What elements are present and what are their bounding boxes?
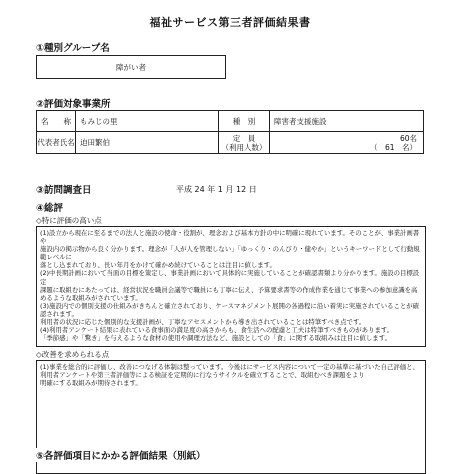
capacity-label-cell [218, 131, 270, 154]
good-point-line: 落とし込まれており、長い年月をかけて確かめ続けていることは注目に値します。 [40, 261, 276, 270]
improve-point-line: (1)事業を総合的に評価し、改善につなげる体制は整っています。今後はにサービス内容について一定の基準に基づいた自己評価と、利用者アンケートや第三者評価等による検証を定期的に行なうサイクルを確立することで、取組むべき課題をより [40, 363, 419, 380]
section-5-heading: ⑤各評価項目にかかる評価結果（別紙） [36, 448, 210, 462]
good-point-line: (3)施設内での個別支援の仕組みがきちんと確立されており、ケースマネジメント展開の各過程に沿い着実に実施されていることが確認されます。 [40, 301, 420, 318]
visit-date: 平成 24 年 1 月 12 日 [176, 185, 257, 194]
section-4-heading: ④総評 [36, 203, 64, 214]
improve-point-line: 明確にする取組みが期待されます。 [40, 379, 142, 388]
type-label: 種 別 [218, 110, 270, 132]
section-3-heading: ③訪問調査日 [36, 185, 92, 196]
section-1-heading: ①種別グループ名 [36, 43, 110, 54]
good-point-line: 利用者の状況に応じた個別的な支援計画が、丁寧なアセスメントから導き出されていることは特筆すべき点です。 [40, 318, 366, 327]
good-point-line: 「季節感」や「驚き」を与えるような食材の使用や調理方法など、施設としての「食」に関する取組みは注目に値します。 [40, 334, 391, 343]
representative-value: 迫田繁伯 [75, 131, 219, 154]
good-point-line: (2)中長期計画において当面の目標を策定し、事業計画において具体的に実施していることが確認書類より分かります。施設の目標設定 [40, 269, 420, 286]
good-point-line: 施設内の掲示物から良く分かります。理念が「人が人を管理しない」「ゆっくり・のんびり・健やか」というキーワードとして行動規範レベルに [40, 245, 420, 262]
capacity-value: 60名 [399, 133, 417, 143]
good-point-line: 課題に取組むにあたっては、経営状況を職員会議等で職員にも丁寧に伝え、予算要求書等の作成作業を通じて事業への参加意識を高めるような取組みがされています。 [40, 285, 418, 302]
document-title: 福祉サービス第三者評価結果書 [149, 16, 311, 29]
users-label: （利用人数） [221, 142, 267, 152]
group-type-value: 障がい者 [116, 62, 146, 72]
capacity-label: 定 員 [232, 133, 256, 143]
type-value: 障害者支援施設 [269, 110, 424, 132]
representative-label: 代表者氏名 [36, 131, 76, 154]
name-label: 名 称 [36, 110, 76, 132]
users-value: （ 61 名） [369, 142, 417, 152]
good-point-line: (1)設立から現在に至るまでの法人と施設の使命・役割が、理念および基本方針の中に明確に現れています。そのことが、事業計画書や [40, 229, 420, 246]
good-point-line: (4)利用者アンケート結果に表れている食事面の満足度の高さからも、食生活への配慮と工夫は特筆すべきものがあります。 [40, 326, 394, 335]
group-type-box [36, 55, 226, 79]
good-points-label: ◇特に評価の高い点 [36, 216, 102, 225]
good-points-box [36, 226, 426, 347]
name-value: もみじの里 [75, 110, 219, 132]
capacity-value-cell [269, 131, 424, 154]
section-2-heading: ②評価対象事業所 [36, 99, 111, 110]
improve-points-label: ◇改善を求められる点 [36, 350, 110, 359]
facility-table [36, 110, 424, 154]
